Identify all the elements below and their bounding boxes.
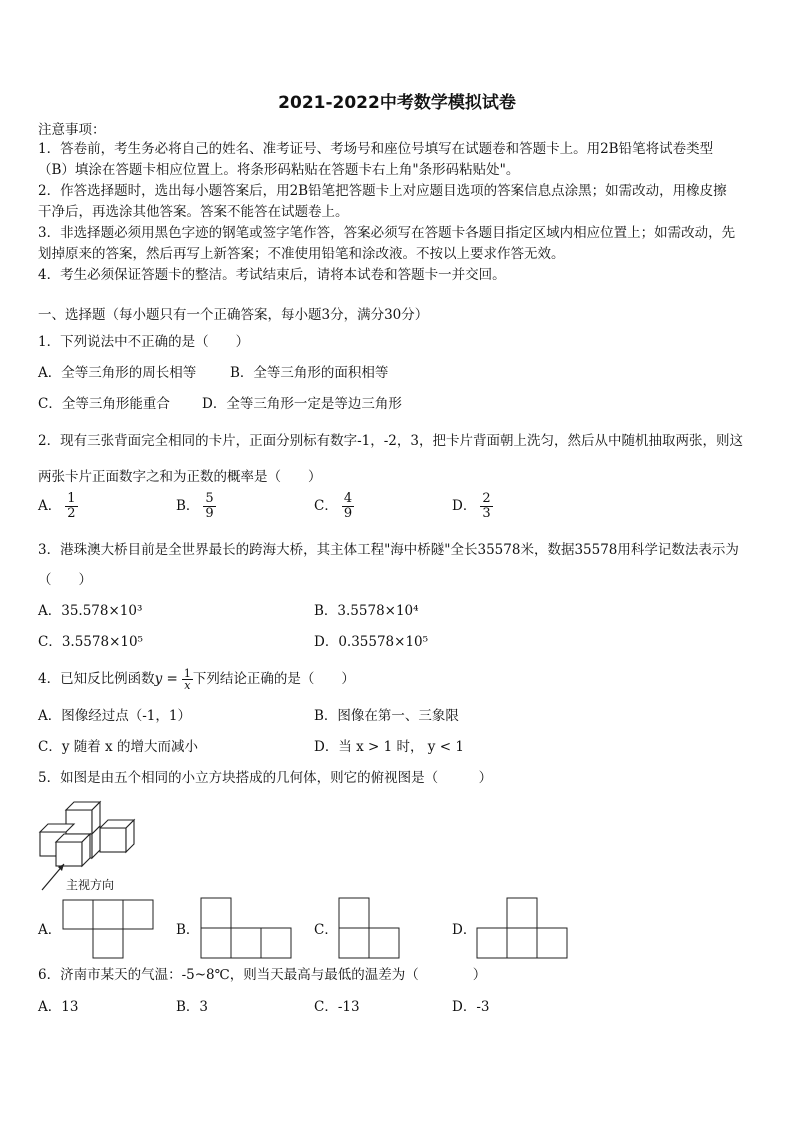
question-3-stem: （ ）: [38, 572, 92, 588]
q2-option-c[interactable]: [314, 492, 354, 521]
numerator: 5: [205, 491, 214, 506]
option-label: A．: [38, 498, 62, 514]
fraction: [65, 492, 77, 521]
question-4-stem: [38, 668, 355, 691]
q1-option-a[interactable]: A．全等三角形的周长相等: [38, 365, 197, 381]
numerator: 1: [183, 667, 191, 680]
question-1-stem: 1．下列说法中不正确的是（ ）: [38, 334, 250, 350]
question-6-stem: 6．济南市某天的气温：-5~8℃，则当天最高与最低的温差为（ ）: [38, 967, 487, 983]
option-label: B．: [176, 498, 200, 514]
figure-label: 主视方向: [66, 878, 115, 892]
notice-line: 4．考生必须保证答题卡的整洁。考试结束后，请将本试卷和答题卡一并交回。: [38, 267, 506, 283]
q3-option-b[interactable]: B．3.5578×10⁴: [314, 603, 419, 619]
q3-option-d[interactable]: D．0.35578×10⁵: [314, 634, 429, 650]
q6-option-a[interactable]: A．13: [38, 999, 79, 1015]
question-2-stem: 两张卡片正面数字之和为正数的概率是（ ）: [38, 469, 322, 485]
q4-option-a[interactable]: A．图像经过点（-1，1）: [38, 708, 191, 724]
fraction: [182, 668, 193, 691]
q2-option-a[interactable]: [38, 492, 78, 521]
denominator: 9: [205, 506, 214, 521]
q3-option-c[interactable]: C．3.5578×10⁵: [38, 634, 143, 650]
q5-option-b-grid[interactable]: [200, 897, 292, 959]
denominator: 2: [67, 506, 76, 521]
q1-option-c[interactable]: C．全等三角形能重合: [38, 396, 170, 412]
fraction: [342, 492, 354, 521]
notice-line: 划掉原来的答案，然后再写上新答案；不准使用铅笔和涂改液。不按以上要求作答无效。: [38, 246, 565, 262]
numerator: 4: [343, 491, 353, 506]
q5-option-d-grid[interactable]: [476, 897, 568, 959]
denominator: 9: [343, 506, 353, 521]
denominator: x: [184, 679, 191, 692]
q5-option-a-label[interactable]: A．: [38, 922, 62, 938]
q5-option-b-label[interactable]: B．: [176, 922, 200, 938]
notice-heading: 注意事项：: [38, 122, 106, 138]
q6-option-b[interactable]: B．3: [176, 999, 209, 1015]
option-label: D．: [452, 498, 477, 514]
q3-option-a[interactable]: A．35.578×10³: [38, 603, 143, 619]
q4-option-d[interactable]: D．当 x > 1 时， y < 1: [314, 739, 464, 755]
section-heading: 一、选择题（每小题只有一个正确答案，每小题3分，满分30分）: [38, 307, 429, 323]
q1-option-b[interactable]: B．全等三角形的面积相等: [230, 365, 389, 381]
notice-line: 3．非选择题必须用黑色字迹的钢笔或签字笔作答，答案必须写在答题卡各题目指定区域内相应位置上；如需改动，先: [38, 225, 736, 241]
question-5-stem: 5．如图是由五个相同的小立方块搭成的几何体，则它的俯视图是（ ）: [38, 770, 493, 786]
question-2-stem: 2．现有三张背面完全相同的卡片，正面分别标有数字-1，-2，3，把卡片背面朝上洗匀，然后从中随机抽取两张，则这: [38, 433, 743, 449]
notice-line: 1．答卷前，考生务必将自己的姓名、准考证号、考场号和座位号填写在试题卷和答题卡上。用2B铅笔将试卷类型: [38, 141, 714, 157]
stem-text: 4．已知反比例函数: [38, 671, 155, 687]
stem-text: 下列结论正确的是（ ）: [192, 671, 355, 687]
numerator: 2: [482, 491, 491, 506]
fraction: [480, 492, 492, 521]
q4-option-c[interactable]: C．y 随着 x 的增大而减小: [38, 739, 198, 755]
q2-option-d[interactable]: [452, 492, 493, 521]
q6-option-c[interactable]: C．-13: [314, 999, 360, 1015]
q5-option-a-grid[interactable]: [62, 899, 154, 959]
page-title: 2021-2022中考数学模拟试卷: [278, 93, 516, 113]
question-3-stem: 3．港珠澳大桥目前是全世界最长的跨海大桥，其主体工程"海中桥隧"全长35578米，数据35578用科学记数法表示为: [38, 542, 739, 558]
option-label: C．: [314, 498, 338, 514]
q4-option-b[interactable]: B．图像在第一、三象限: [314, 708, 459, 724]
q5-option-c-label[interactable]: C．: [314, 922, 338, 938]
numerator: 1: [67, 491, 76, 506]
math-y: y =: [154, 671, 178, 687]
q6-option-d[interactable]: D．-3: [452, 999, 490, 1015]
q2-option-b[interactable]: [176, 492, 216, 521]
q1-option-d[interactable]: D．全等三角形一定是等边三角形: [202, 396, 402, 412]
denominator: 3: [482, 506, 491, 521]
notice-line: 2．作答选择题时，选出每小题答案后，用2B铅笔把答题卡上对应题目选项的答案信息点涂黑；如需改动，用橡皮擦: [38, 183, 727, 199]
notice-line: （B）填涂在答题卡相应位置上。将条形码粘贴在答题卡右上角"条形码粘贴处"。: [38, 162, 520, 178]
fraction: [203, 492, 215, 521]
q5-option-c-grid[interactable]: [338, 897, 400, 959]
notice-line: 干净后，再选涂其他答案。答案不能答在试题卷上。: [38, 204, 349, 220]
q5-option-d-label[interactable]: D．: [452, 922, 477, 938]
